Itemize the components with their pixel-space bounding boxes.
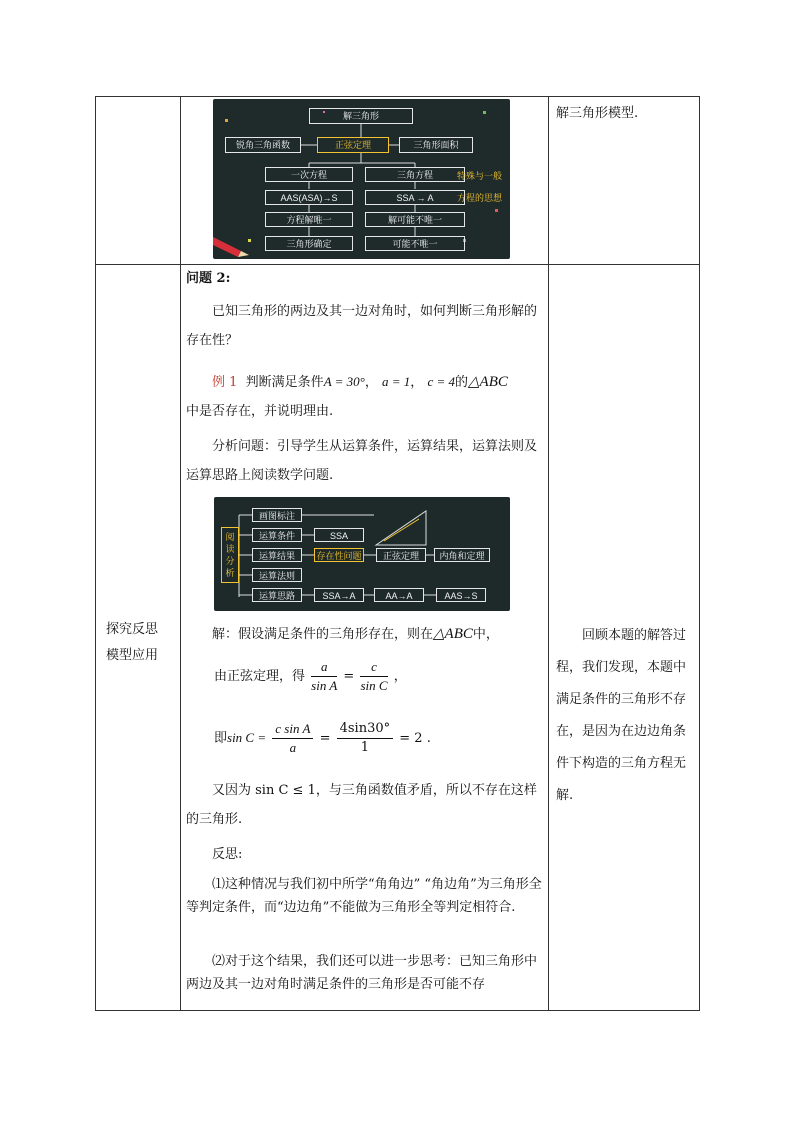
example-text-b: 的 [454,375,468,390]
reflect-1: ⑴这种情况与我们初中所学“角角边” “角边角”为三角形全等判定条件，而“边边角”不能做为三角形全等判定相符合. [186,877,542,915]
table-column-divider-2 [548,97,549,1010]
frac1-den: sin A [311,678,338,693]
question-title: 问题 2: [186,271,231,286]
question-text: 已知三角形的两边及其一边对角时，如何判断三角形解的存在性？ [186,304,538,348]
reflect-title: 反思: [212,847,243,862]
chalkboard-diagram-2 [214,497,510,611]
solution-line [186,620,542,649]
table-column-divider-1 [180,97,181,1010]
diagram1-node-c1r2: AAS(ASA)→S [265,190,353,205]
row2-right-text: 回顾本题的解答过程，我们发现，本题中满足条件的三角形不存在，是因为在边边角条件下构造的三角方程无解. [556,628,687,803]
example-1: 例 1 判断满足条件A = 30°， a = 1， c = 4的△ABC 中是否存在，并说明理由. [186,374,508,419]
diagram1-node-c2r3: 解可能不唯一 [365,212,465,227]
frac4-num: 4sin30° [337,720,394,739]
diagram2-r4: 运算法则 [252,568,302,582]
example-triangle: △ABC [468,374,508,390]
diagram1-node-top: 解三角形 [309,108,413,124]
fraction-c-over-sinC [360,658,387,695]
diagram1-node-right: 三角形面积 [399,137,473,153]
diagram2-side: 阅读分析 [221,527,239,583]
diagram1-node-c2r1: 三角方程 [365,167,465,182]
row2-left-label-line1: 探究反思 [106,622,159,637]
diagram2-r2: 运算条件 [252,528,302,542]
diagram2-s2: AA→A [374,588,424,602]
solution-text-b: 中， [472,627,499,642]
diagram2-r5: 运算思路 [252,588,302,602]
fraction-4sin30-over-1 [337,720,394,757]
diagram1-node-c2r2: SSA → A [365,190,465,205]
frac4-den: 1 [360,740,369,755]
diagram1-note-2: 方程的思想 [457,193,503,203]
fraction-a-over-sinA [311,658,337,695]
diagram1-node-c1r1: 一次方程 [265,167,353,182]
diagram1-node-center: 正弦定理 [317,137,389,153]
diagram2-exist: 存在性问题 [314,548,364,562]
frac2-den: sin C [360,678,388,693]
example-tag: 例 1 [212,375,238,390]
frac2-num: c [360,658,387,677]
example-text-c: 中是否存在，并说明理由. [186,404,334,419]
diagram2-angle: 内角和定理 [434,548,490,562]
sine-law-line: 由正弦定理，得 $\frac{a}{\text{sin A}}$ = $\frac{c}{\text{sin C}}$ ， [214,659,407,693]
solution-triangle: △ABC [433,626,473,642]
frac3-den: a [289,740,297,755]
fraction-csinA-over-a [272,720,313,757]
diagram1-node-c1r4: 三角形确定 [265,236,353,251]
row2-left-label [106,617,170,669]
diagram2-r3: 运算结果 [252,548,302,562]
diagram2-r1: 画图标注 [252,508,302,522]
frac3-num: c sin A [272,720,313,739]
row1-right-text: 解三角形模型. [556,106,639,121]
diagram1-node-c2r4: 可能不唯一 [365,236,465,251]
diagram2-s1: SSA→A [314,588,364,602]
calc-prefix: 即 [214,731,228,746]
diagram1-node-left: 锐角三角函数 [225,137,301,153]
calc-lhs: sin C = [227,730,267,745]
chalkboard-diagram-1 [213,99,510,259]
example-cond-3: c = 4 [427,374,455,389]
diagram2-law: 正弦定理 [376,548,426,562]
diagram1-node-c1r3: 方程解唯一 [265,212,353,227]
example-cond-1: A = 30° [323,374,365,389]
diagram2-s3: AAS→S [436,588,486,602]
sine-law-suffix: ， [393,669,407,684]
analysis-text: 分析问题：引导学生从运算条件，运算结果，运算法则及运算思路上阅读数学问题. [186,439,538,483]
solution-text-a: 解：假设满足条件的三角形存在，则在 [212,627,434,642]
diagram2-ssa: SSA [314,528,364,542]
row2-left-label-line2: 模型应用 [106,648,159,663]
calc-rhs: = 2 . [399,731,431,746]
calc-line: 即sin C = $\frac{\text{c sin A}}{a}$ = $\frac{4\sin 30^\circ}{1}$ = 2 . [214,721,431,755]
diagram1-note-1: 特殊与一般 [457,171,503,181]
frac1-num: a [311,658,337,677]
sine-law-prefix: 由正弦定理，得 [214,669,306,684]
example-cond-2: a = 1 [382,374,411,389]
reflect-2: ⑵对于这个结果，我们还可以进一步思考：已知三角形中两边及其一边对角时满足条件的三角形是否可能不存 [186,954,538,992]
example-text-a: 判断满足条件 [245,375,324,390]
contradiction-text: 又因为 sin C ≤ 1，与三角函数值矛盾，所以不存在这样的三角形. [186,783,537,827]
